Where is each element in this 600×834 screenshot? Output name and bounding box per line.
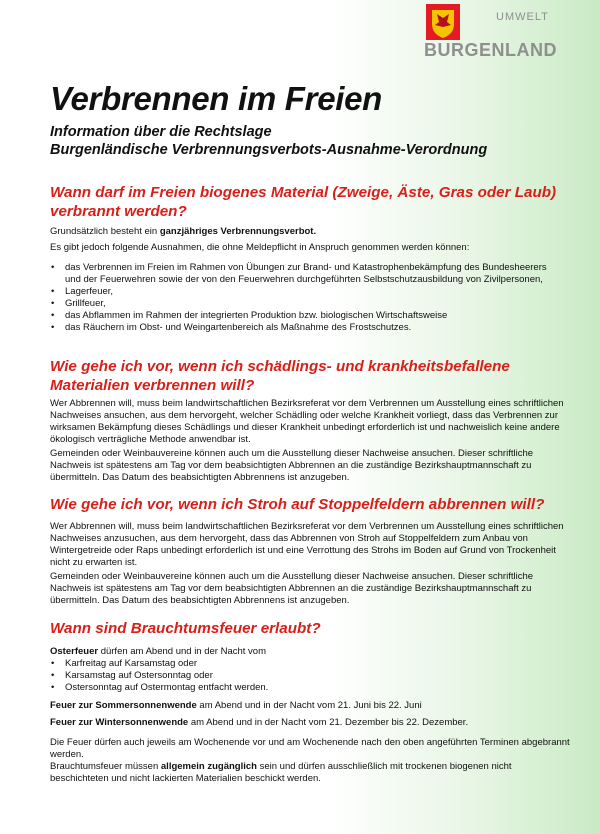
list-item: • das Verbrennen im Freien im Rahmen von Übungen zur Brand- und Katastrophenbekämpfung des Bundesheerers und der Feuerwehren sowie der von den Feuerwehren durchgeführten Selbstschutzausbildung von Zivilpersonen, xyxy=(50,262,565,286)
list-item: • Lagerfeuer, xyxy=(50,286,565,298)
umwelt-burgenland-logo xyxy=(426,4,566,60)
section2-paragraph2: Gemeinden oder Weinbauvereine können auch um die Ausstellung dieser Nachweise ansuchen. Dieser schriftliche Nachweis ist spätestens am Tag vor dem beabsichtigten Abbrennen an die zuständige Bezirkshauptmannschaft zu übermitteln. Das Datum des beabsichtigten Abbrennens ist anzugeben. xyxy=(50,448,534,483)
section3-paragraph1: Wer Abbrennen will, muss beim landwirtschaftlichen Bezirksreferat vor dem Verbrennen um Ausstellung eines schriftlichen Nachweises anzusuchen, aus dem hervorgeht, dass das Abbrennen von Stroh auf Stoppelfeldern zum Anbau von Wintergetreide oder Raps unbedingt erforderlich ist und eine Verrottung des Strohs im Boden auf Grund von Trockenheit nicht zu erwarten ist. xyxy=(50,521,564,568)
logo-burgenland-text: BURGENLAND xyxy=(424,40,557,60)
section4-easter-dates-list xyxy=(50,658,565,694)
list-item: • Karfreitag auf Karsamstag oder xyxy=(50,658,565,670)
subtitle-regulation: Burgenländische Verbrennungsverbots-Ausnahme-Verordnung xyxy=(50,142,488,158)
section4-summer-solstice: Feuer zur Sommersonnenwende am Abend und in der Nacht vom 21. Juni bis 22. Juni xyxy=(50,700,422,711)
section2-paragraph1: Wer Abbrennen will, muss beim landwirtschaftlichen Bezirksreferat vor dem Verbrennen um Ausstellung eines schriftlichen Nachweises ansuchen, aus dem hervorgeht, welcher Schädling oder welche Krankheit vorliegt, dass das Verbrennen zur wirksamen Bekämpfung dieses Schädlings und dieser Krankheit unbedingt erforderlich ist und nachweislich keine andere ökologisch verträgliche Methode anwendbar ist. xyxy=(50,398,564,445)
list-item: • Grillfeuer, xyxy=(50,298,565,310)
section3-paragraph2: Gemeinden oder Weinbauvereine können auch um die Ausstellung dieser Nachweise ansuchen. Dieser schriftliche Nachweis ist spätestens am Tag vor dem beabsichtigten Abbrennen an die zuständige Bezirkshauptmannschaft zu übermitteln. Das Datum des beabsichtigten Abbrennens ist anzugeben. xyxy=(50,571,534,606)
subtitle-legal-info: Information über die Rechtslage xyxy=(50,124,272,140)
section4-heading: Wann sind Brauchtumsfeuer erlaubt? xyxy=(50,620,321,637)
section1-heading: Wann darf im Freien biogenes Material (Zweige, Äste, Gras oder Laub) verbrannt werden? xyxy=(50,184,557,220)
section4-winter-solstice: Feuer zur Wintersonnenwende am Abend und in der Nacht vom 21. Dezember bis 22. Dezember. xyxy=(50,717,469,728)
section1-exceptions-list xyxy=(50,262,565,334)
list-item: • das Abflammen im Rahmen der integrierten Produktion bzw. biologischen Wirtschaftsweise xyxy=(50,310,565,322)
section2-heading: Wie gehe ich vor, wenn ich schädlings- und krankheitsbefallene Materialien verbrennen will? xyxy=(50,358,510,394)
section1-exceptions-intro: Es gibt jedoch folgende Ausnahmen, die ohne Meldepflicht in Anspruch genommen werden können: xyxy=(50,242,470,253)
burgenland-crest-icon xyxy=(426,4,460,40)
section1-intro: Grundsätzlich besteht ein ganzjähriges Verbrennungsverbot. xyxy=(50,226,317,237)
page-title: Verbrennen im Freien xyxy=(50,80,383,117)
section4-easter-fire: Osterfeuer dürfen am Abend und in der Nacht vom xyxy=(50,646,266,657)
logo-umwelt-text: UMWELT xyxy=(496,11,549,23)
list-item: • Ostersonntag auf Ostermontag entfacht werden. xyxy=(50,682,565,694)
section3-heading: Wie gehe ich vor, wenn ich Stroh auf Stoppelfeldern abbrennen will? xyxy=(50,496,545,513)
section4-weekend-note: Die Feuer dürfen auch jeweils am Wochenende vor und am Wochenende nach den oben angeführten Terminen abgebrannt werden. xyxy=(50,737,570,760)
list-item: • Karsamstag auf Ostersonntag oder xyxy=(50,670,565,682)
list-item: • das Räuchern im Obst- und Weingartenbereich als Maßnahme des Frostschutzes. xyxy=(50,322,565,334)
section4-requirements: Brauchtumsfeuer müssen allgemein zugänglich sein und dürfen ausschließlich mit trockenen biogenen nicht beschichteten und nicht lackierten Materialien beschickt werden. xyxy=(50,761,512,784)
